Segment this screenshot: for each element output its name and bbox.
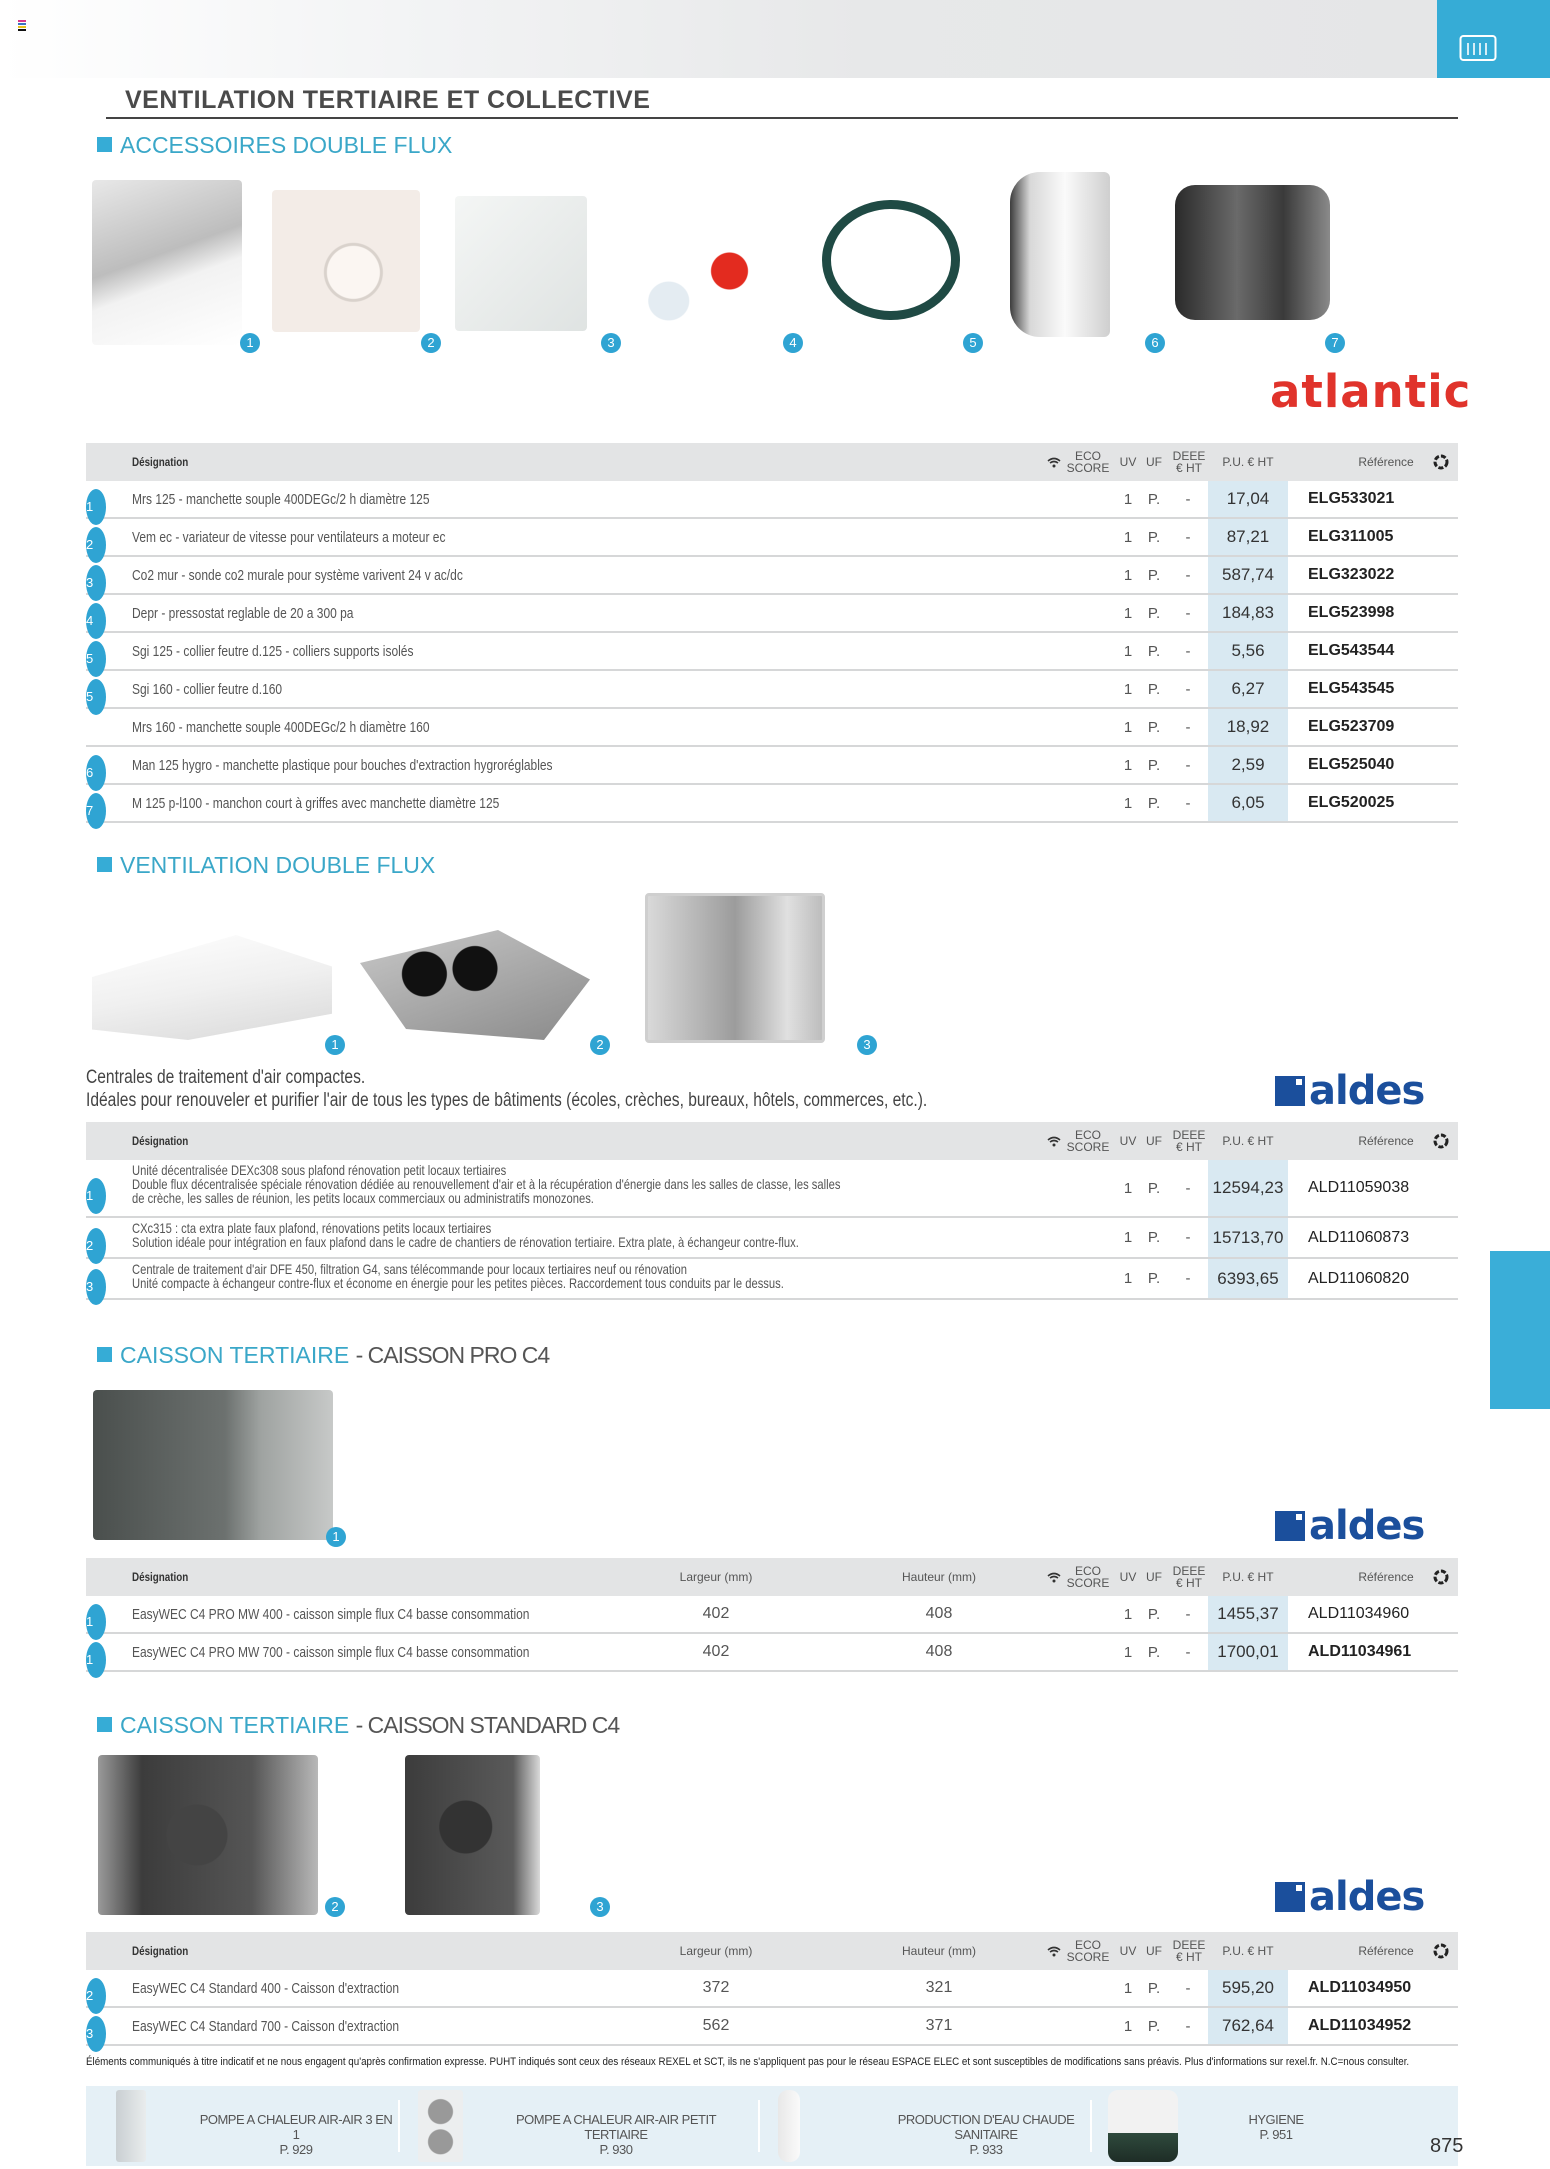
section-heading-caisson-standard: CAISSON TERTIAIRE - CAISSON STANDARD C4 [97, 1712, 619, 1739]
table-row[interactable] [86, 519, 1458, 557]
brand-logo-aldes: aldes [1275, 1068, 1424, 1114]
uv: 1 [1123, 1179, 1133, 1197]
designation: M 125 p-l100 - manchon court à griffes avec manchette diamètre 125 [132, 794, 500, 812]
row-badge: 3 [86, 565, 106, 601]
reference: ELG523709 [1308, 718, 1395, 735]
table-header [86, 1558, 1458, 1596]
unit-price: 6,05 [1208, 785, 1288, 821]
largeur: 562 [702, 2017, 730, 2034]
col-pu: P.U. € HT [1222, 1570, 1274, 1584]
image-badge: 2 [421, 333, 441, 353]
designation: Co2 mur - sonde co2 murale pour système varivent 24 v ac/dc [132, 566, 463, 584]
col-hauteur: Hauteur (mm) [901, 1944, 976, 1958]
unit-price: 5,56 [1208, 633, 1288, 669]
uf: P. [1147, 528, 1161, 546]
aldes-mark-icon [1275, 1511, 1305, 1541]
uv: 1 [1123, 1979, 1133, 1997]
section-bullet-icon [97, 1717, 112, 1732]
table-row[interactable] [86, 785, 1458, 823]
deee: - [1185, 1643, 1191, 1661]
brand-logo-atlantic: atlantic [1270, 365, 1472, 418]
unit-price: 12594,23 [1208, 1160, 1288, 1216]
designation: Vem ec - variateur de vitesse pour ventilateurs a moteur ec [132, 528, 446, 546]
table-row[interactable] [86, 2008, 1458, 2046]
designation: Mrs 160 - manchette souple 400DEGc/2 h diamètre 160 [132, 718, 430, 736]
uv: 1 [1123, 680, 1133, 698]
table-row[interactable] [86, 671, 1458, 709]
designation: Sgi 160 - collier feutre d.160 [132, 680, 283, 698]
uv: 1 [1123, 756, 1133, 774]
uf: P. [1147, 718, 1161, 736]
image-badge: 2 [590, 1035, 610, 1055]
deee: - [1185, 1605, 1191, 1623]
col-deee: DEEE € HT [1172, 1564, 1206, 1590]
unit-price: 595,20 [1208, 1970, 1288, 2006]
product-image-variateur [272, 190, 420, 332]
uv: 1 [1123, 604, 1133, 622]
deee: - [1185, 1270, 1191, 1287]
header-band [0, 0, 1437, 78]
designation: Depr - pressostat reglable de 20 a 300 pa [132, 604, 354, 622]
product-image-caisson-standard-700 [405, 1755, 540, 1915]
reference: ELG543545 [1308, 680, 1395, 697]
deee: - [1185, 1179, 1191, 1197]
unit-price: 6,27 [1208, 671, 1288, 707]
uf: P. [1147, 1270, 1161, 1287]
deee: - [1185, 2017, 1191, 2035]
table-row[interactable] [86, 1218, 1458, 1259]
recycle-icon [1426, 1932, 1456, 1970]
reference: ELG323022 [1308, 566, 1395, 583]
table-row[interactable] [86, 1970, 1458, 2008]
uv: 1 [1123, 1605, 1133, 1623]
product-table-caisson-pro [86, 1558, 1458, 1672]
product-image-caisson-standard-400 [98, 1755, 318, 1915]
uf: P. [1147, 1229, 1161, 1246]
deee: - [1185, 756, 1191, 774]
designation: Man 125 hygro - manchette plastique pour bouches d'extraction hygroréglables [132, 756, 553, 774]
wifi-icon [1042, 1932, 1066, 1970]
table-row[interactable] [86, 557, 1458, 595]
thumb-hygiene [1108, 2090, 1178, 2162]
unit-price: 762,64 [1208, 2008, 1288, 2044]
image-badge: 5 [963, 333, 983, 353]
reference: ALD11034960 [1308, 1605, 1410, 1622]
table-row[interactable] [86, 1634, 1458, 1672]
page-number: 875 [1430, 2135, 1464, 2157]
product-image-cxc315 [360, 930, 590, 1040]
col-largeur: Largeur (mm) [679, 1944, 753, 1958]
deee: - [1185, 794, 1191, 812]
designation: Unité décentralisée DEXc308 sous plafond rénovation petit locaux tertiaires Double flux décentralisée spéciale rénovation dédiée au renouvellement d'air et à la récupération d'énergie dans les salles de classe, les salles de crèche, les salles de réunion, les petits locaux commerciaux ou administratifs monozones. [132, 1162, 841, 1206]
product-table-ventilation [86, 1122, 1458, 1300]
unit-price: 17,04 [1208, 481, 1288, 517]
recycle-icon [1426, 443, 1456, 481]
col-deee: DEEE € HT [1172, 1938, 1206, 1964]
table-header [86, 1932, 1458, 1970]
wifi-icon [1042, 1122, 1066, 1160]
row-badge: 5 [86, 679, 106, 715]
brand-logo-aldes: aldes [1275, 1874, 1424, 1920]
uf: P. [1147, 566, 1161, 584]
reference: ALD11060873 [1308, 1228, 1410, 1246]
table-row[interactable] [86, 747, 1458, 785]
unit-price: 1455,37 [1208, 1596, 1288, 1632]
col-reference: Référence [1358, 455, 1414, 469]
row-badge: 3 [86, 1269, 106, 1305]
uf: P. [1147, 1643, 1161, 1661]
section-heading-ventilation: VENTILATION DOUBLE FLUX [97, 852, 435, 879]
table-row[interactable] [86, 595, 1458, 633]
footer-link-hygiene[interactable]: HYGIENE P. 951 [1096, 2086, 1356, 2166]
footer-divider [1090, 2100, 1092, 2152]
reference: ALD11060820 [1308, 1269, 1410, 1287]
col-reference: Référence [1358, 1134, 1414, 1148]
uf: P. [1147, 794, 1161, 812]
reference: ALD11034952 [1308, 2017, 1412, 2034]
col-designation: Désignation [132, 1134, 189, 1148]
reference: ELG533021 [1308, 490, 1395, 507]
section-bullet-icon [97, 137, 112, 152]
col-reference: Référence [1358, 1570, 1414, 1584]
row-badge: 5 [86, 641, 106, 677]
print-color-marks [18, 20, 26, 32]
hauteur: 408 [925, 1643, 953, 1660]
row-badge: 4 [86, 603, 106, 639]
uf: P. [1147, 604, 1161, 622]
unit-price: 2,59 [1208, 747, 1288, 783]
footer-related-links [86, 2086, 1458, 2166]
col-designation: Désignation [132, 1570, 189, 1584]
uv: 1 [1123, 794, 1133, 812]
uv: 1 [1123, 1270, 1133, 1287]
unit-price: 6393,65 [1208, 1259, 1288, 1298]
table-header [86, 443, 1458, 481]
uv: 1 [1123, 718, 1133, 736]
designation: Centrale de traitement d'air DFE 450, filtration G4, sans télécommande pour locaux tertiaires neuf ou rénovation Unité compacte à échangeur contre-flux et économe en énergie pour les petites pièces. Raccordement tous conduits par le dessus. [132, 1261, 784, 1291]
largeur: 402 [702, 1643, 730, 1660]
row-badge: 2 [86, 1978, 106, 2014]
footer-link-eau-chaude[interactable]: PRODUCTION D'EAU CHAUDE SANITAIRE P. 933 [766, 2086, 1116, 2166]
uf: P. [1147, 756, 1161, 774]
designation: EasyWEC C4 Standard 700 - Caisson d'extraction [132, 2017, 400, 2035]
thumb-pac-3en1 [116, 2090, 146, 2162]
col-uv: UV [1119, 455, 1137, 469]
table-row[interactable] [86, 1596, 1458, 1634]
thumb-eau-chaude [778, 2090, 800, 2162]
uv: 1 [1123, 642, 1133, 660]
reference: ELG520025 [1308, 794, 1395, 811]
designation: Mrs 125 - manchette souple 400DEGc/2 h diamètre 125 [132, 490, 430, 508]
image-badge: 1 [325, 1035, 345, 1055]
col-uv: UV [1119, 1134, 1137, 1148]
col-uv: UV [1119, 1944, 1137, 1958]
table-row[interactable] [86, 709, 1458, 747]
col-largeur: Largeur (mm) [679, 1570, 753, 1584]
uf: P. [1147, 680, 1161, 698]
image-badge: 7 [1325, 333, 1345, 353]
row-badge: 2 [86, 1228, 106, 1264]
row-badge: 1 [86, 489, 106, 525]
footer-link-pac-3en1[interactable]: POMPE A CHALEUR AIR-AIR 3 EN 1 P. 929 [86, 2086, 406, 2166]
uf: P. [1147, 1179, 1161, 1197]
image-badge: 4 [783, 333, 803, 353]
page-title: VENTILATION TERTIAIRE ET COLLECTIVE [125, 86, 651, 114]
row-badge: 2 [86, 527, 106, 563]
table-header [86, 1122, 1458, 1160]
image-badge: 3 [857, 1035, 877, 1055]
product-image-collier [822, 200, 960, 320]
section-bullet-icon [97, 1347, 112, 1362]
product-image-manchette [92, 180, 242, 345]
largeur: 372 [702, 1979, 730, 1996]
image-badge: 6 [1145, 333, 1165, 353]
uv: 1 [1123, 490, 1133, 508]
unit-price: 18,92 [1208, 709, 1288, 745]
designation: Sgi 125 - collier feutre d.125 - colliers supports isolés [132, 642, 414, 660]
image-badge: 1 [240, 333, 260, 353]
product-image-dexc308 [92, 935, 332, 1040]
product-image-caisson-pro [93, 1390, 333, 1540]
unit-price: 587,74 [1208, 557, 1288, 593]
deee: - [1185, 490, 1191, 508]
unit-price: 1700,01 [1208, 1634, 1288, 1670]
table-row[interactable] [86, 633, 1458, 671]
designation: EasyWEC C4 PRO MW 700 - caisson simple flux C4 basse consommation [132, 1643, 530, 1661]
product-image-dfe450 [645, 893, 825, 1043]
catalog-icon [1459, 32, 1497, 62]
col-uf: UF [1146, 1134, 1162, 1148]
deee: - [1185, 1229, 1191, 1246]
table-row[interactable] [86, 1160, 1458, 1218]
col-pu: P.U. € HT [1222, 455, 1274, 469]
aldes-mark-icon [1275, 1882, 1305, 1912]
table-row[interactable] [86, 481, 1458, 519]
largeur: 402 [702, 1605, 730, 1622]
uv: 1 [1123, 1643, 1133, 1661]
col-designation: Désignation [132, 1944, 189, 1958]
row-badge: 3 [86, 2016, 106, 2052]
product-table-accessoires [86, 443, 1458, 823]
reference: ELG543544 [1308, 642, 1395, 659]
col-designation: Désignation [132, 455, 189, 469]
row-badge: 7 [86, 793, 106, 829]
title-divider [106, 117, 1458, 119]
footer-link-pac-tertiaire[interactable]: POMPE A CHALEUR AIR-AIR PETIT TERTIAIRE P. 930 [406, 2086, 766, 2166]
uf: P. [1147, 2017, 1161, 2035]
deee: - [1185, 604, 1191, 622]
designation: CXc315 : cta extra plate faux plafond, rénovations petits locaux tertiaires Solution idéale pour intégration en faux plafond dans le cadre de chantiers de rénovation tertiaire. Extra plate, à échangeur contre-flux. [132, 1220, 799, 1250]
row-badge: 6 [86, 755, 106, 791]
image-badge: 3 [590, 1897, 610, 1917]
product-image-pressostat [635, 205, 770, 325]
col-eco-score: ECO SCORE [1066, 1564, 1110, 1590]
image-badge: 1 [326, 1527, 346, 1547]
reference: ELG525040 [1308, 756, 1395, 773]
section-heading-accessoires: ACCESSOIRES DOUBLE FLUX [97, 132, 452, 159]
hauteur: 371 [925, 2017, 953, 2034]
table-row[interactable] [86, 1259, 1458, 1300]
row-badge: 1 [86, 1642, 106, 1678]
designation: EasyWEC C4 PRO MW 400 - caisson simple flux C4 basse consommation [132, 1605, 530, 1623]
unit-price: 15713,70 [1208, 1218, 1288, 1257]
designation: EasyWEC C4 Standard 400 - Caisson d'extraction [132, 1979, 400, 1997]
section-bullet-icon [97, 857, 112, 872]
uv: 1 [1123, 566, 1133, 584]
uv: 1 [1123, 1229, 1133, 1246]
section-intro: Centrales de traitement d'air compactes. Idéales pour renouveler et purifier l'air de tous les types de bâtiments (écoles, crèches, bureaux, hôtels, commerces, etc.). [86, 1067, 928, 1111]
col-eco-score: ECO SCORE [1066, 449, 1110, 475]
col-pu: P.U. € HT [1222, 1134, 1274, 1148]
col-deee: DEEE € HT [1172, 449, 1206, 475]
uv: 1 [1123, 528, 1133, 546]
col-eco-score: ECO SCORE [1066, 1938, 1110, 1964]
footer-divider [398, 2100, 400, 2152]
col-deee: DEEE € HT [1172, 1128, 1206, 1154]
row-badge: 1 [86, 1178, 106, 1214]
wifi-icon [1042, 443, 1066, 481]
recycle-icon [1426, 1122, 1456, 1160]
deee: - [1185, 718, 1191, 736]
product-image-manchette-plastique [1010, 172, 1110, 337]
reference: ALD11059038 [1308, 1179, 1410, 1196]
col-eco-score: ECO SCORE [1066, 1128, 1110, 1154]
disclaimer: Éléments communiqués à titre indicatif et ne nous engagent qu'après confirmation expresse. PUHT indiqués sont ceux des réseaux REXEL et SCT, ils ne s'appliquent pas pour le réseau ESPACE ELEC et sont susceptibles de modifications sans préavis. Plus d'informations sur rexel.fr. N.C=nous consulter. [86, 2056, 1410, 2068]
product-image-manchon [1175, 185, 1330, 320]
section-heading-caisson-pro: CAISSON TERTIAIRE - CAISSON PRO C4 [97, 1342, 549, 1369]
deee: - [1185, 528, 1191, 546]
recycle-icon [1426, 1558, 1456, 1596]
uv: 1 [1123, 2017, 1133, 2035]
col-uf: UF [1146, 1570, 1162, 1584]
chapter-tab[interactable] [1437, 0, 1550, 78]
uf: P. [1147, 1979, 1161, 1997]
reference: ELG523998 [1308, 604, 1395, 621]
deee: - [1185, 566, 1191, 584]
brand-logo-aldes: aldes [1275, 1503, 1424, 1549]
image-badge: 2 [325, 1897, 345, 1917]
reference: ALD11034950 [1308, 1979, 1412, 1996]
unit-price: 184,83 [1208, 595, 1288, 631]
product-table-caisson-standard [86, 1932, 1458, 2046]
deee: - [1185, 680, 1191, 698]
col-uf: UF [1146, 455, 1162, 469]
col-pu: P.U. € HT [1222, 1944, 1274, 1958]
wifi-icon [1042, 1558, 1066, 1596]
hauteur: 321 [925, 1979, 953, 1996]
uf: P. [1147, 642, 1161, 660]
uf: P. [1147, 1605, 1161, 1623]
deee: - [1185, 642, 1191, 660]
footer-divider [758, 2100, 760, 2152]
aldes-mark-icon [1275, 1076, 1305, 1106]
uf: P. [1147, 490, 1161, 508]
deee: - [1185, 1979, 1191, 1997]
col-uf: UF [1146, 1944, 1162, 1958]
col-reference: Référence [1358, 1944, 1414, 1958]
side-chapter-tab[interactable] [1490, 1251, 1550, 1409]
product-image-sonde-co2 [455, 196, 587, 331]
reference: ALD11034961 [1308, 1643, 1412, 1660]
reference: ELG311005 [1308, 528, 1394, 545]
unit-price: 87,21 [1208, 519, 1288, 555]
col-uv: UV [1119, 1570, 1137, 1584]
image-badge: 3 [601, 333, 621, 353]
row-badge: 1 [86, 1604, 106, 1640]
hauteur: 408 [925, 1605, 953, 1622]
col-hauteur: Hauteur (mm) [901, 1570, 976, 1584]
thumb-pac-tertiaire [418, 2090, 463, 2162]
